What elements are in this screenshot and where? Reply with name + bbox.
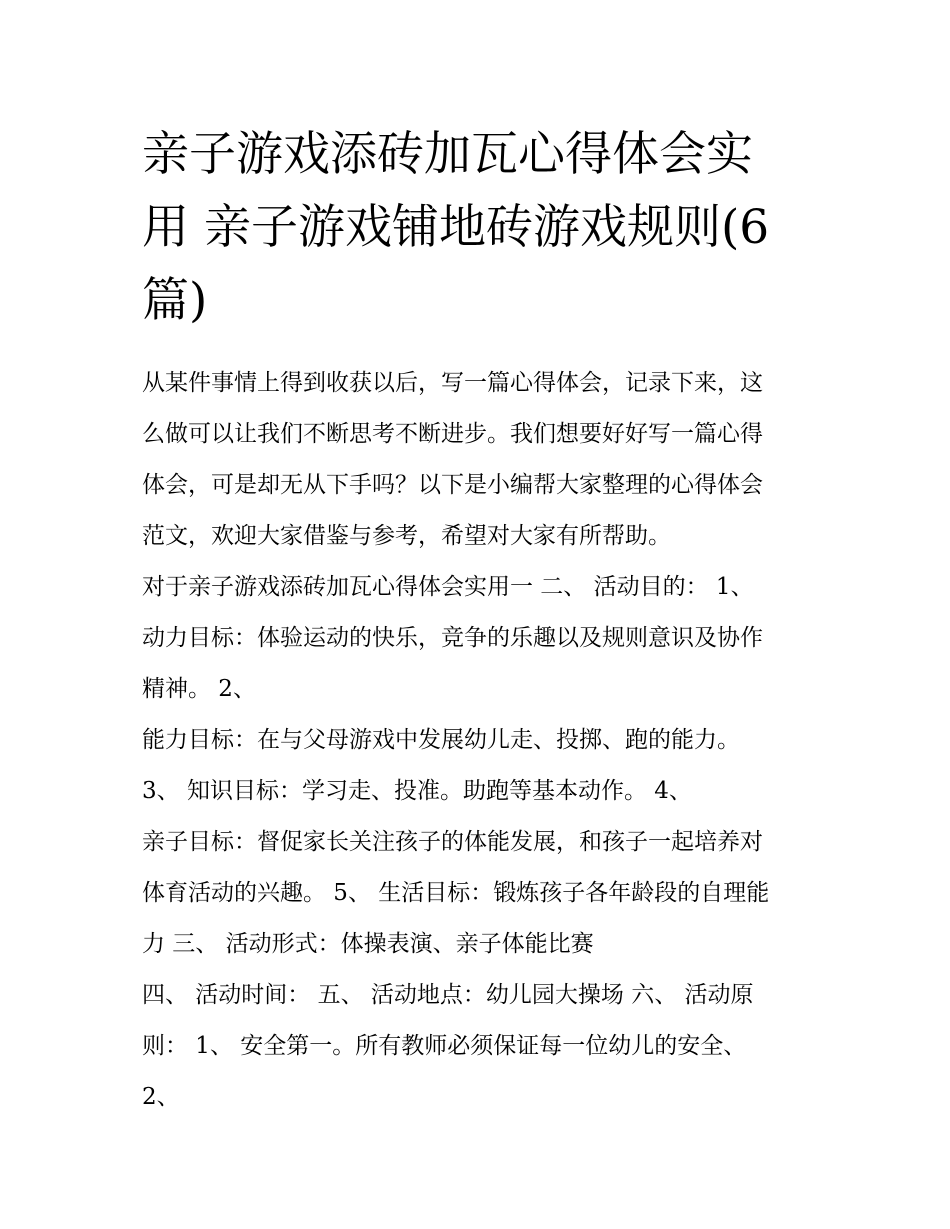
body-line: 体会，可是却无从下手吗？以下是小编帮大家整理的心得体会 xyxy=(142,472,763,498)
title-line: 篇) xyxy=(142,273,208,328)
body-line: 能力目标：在与父母游戏中发展幼儿走、投掷、跑的能力。 xyxy=(142,727,740,753)
body-line: 动力目标：体验运动的快乐，竞争的乐趣以及规则意识及协作 xyxy=(142,625,763,651)
body-line: 3、 知识目标：学习走、投准。助跑等基本动作。 4、 xyxy=(142,778,692,804)
title-line: 亲子游戏添砖加瓦心得体会实 xyxy=(142,127,753,182)
body-line: 范文，欢迎大家借鉴与参考，希望对大家有所帮助。 xyxy=(142,523,671,549)
body-line: 么做可以让我们不断思考不断进步。我们想要好好写一篇心得 xyxy=(142,421,763,447)
document-title xyxy=(142,118,814,337)
body-line: 2、 xyxy=(142,1084,180,1110)
body-line: 亲子目标：督促家长关注孩子的体能发展，和孩子一起培养对 xyxy=(142,829,763,855)
title-line: 用 亲子游戏铺地砖游戏规则(6 xyxy=(142,200,770,255)
body-line: 精神。 2、 xyxy=(142,676,256,702)
body-line: 对于亲子游戏添砖加瓦心得体会实用一 二、 活动目的： 1、 xyxy=(142,574,754,600)
document-body xyxy=(142,358,814,1123)
body-line: 则： 1、 安全第一。所有教师必须保证每一位幼儿的安全、 xyxy=(142,1033,747,1059)
body-line: 体育活动的兴趣。 5、 生活目标：锻炼孩子各年龄段的自理能 xyxy=(142,880,770,906)
document-page xyxy=(142,118,814,1123)
body-line: 四、 活动时间： 五、 活动地点：幼儿园大操场 六、 活动原 xyxy=(142,982,754,1008)
body-line: 从某件事情上得到收获以后，写一篇心得体会，记录下来，这 xyxy=(142,370,763,396)
body-line: 力 三、 活动形式：体操表演、亲子体能比赛 xyxy=(142,931,594,957)
